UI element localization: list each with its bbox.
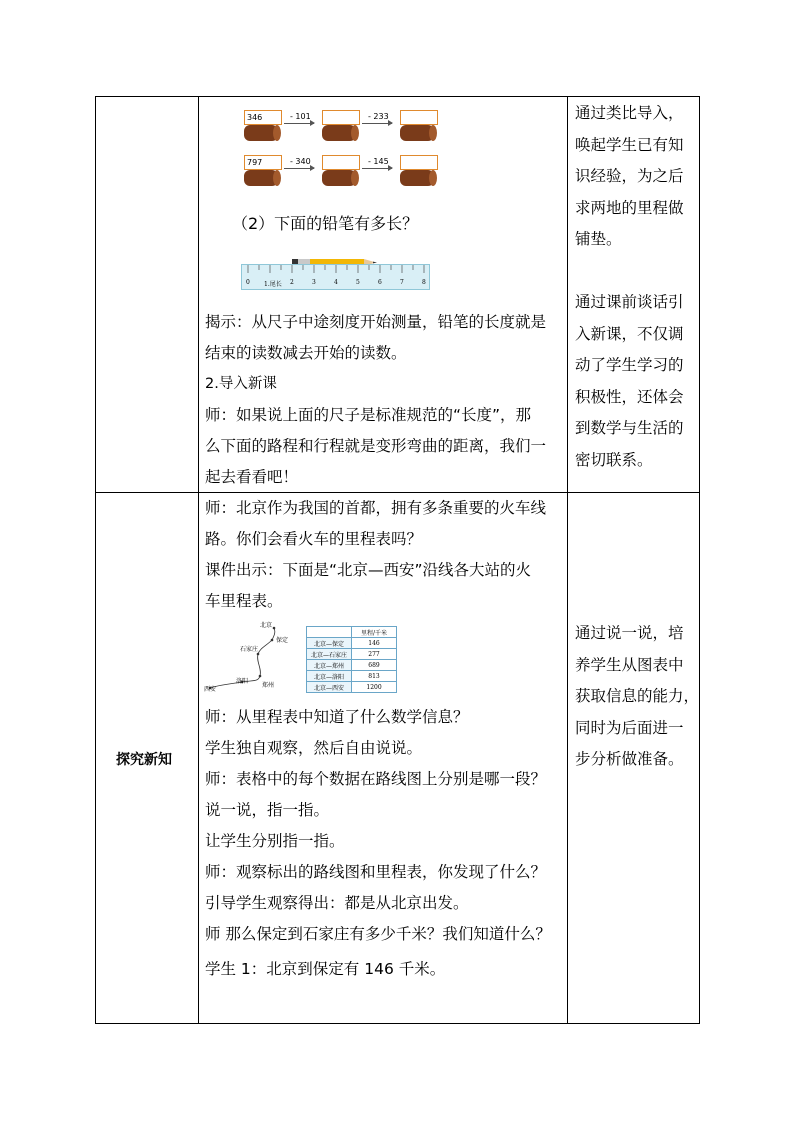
table-cell: 146 xyxy=(352,638,397,649)
note-line: 到数学与生活的 xyxy=(575,419,684,437)
ruler-tick-label: 3 xyxy=(312,279,316,286)
note-line: 步分析做准备。 xyxy=(575,750,684,768)
log-icon xyxy=(396,167,438,189)
body-line: 学生独自观察，然后自由说说。 xyxy=(205,739,423,757)
ruler-tick-label: 6 xyxy=(378,279,382,286)
table-cell: 北京—郑州 xyxy=(307,660,352,671)
body-line: 结束的读数减去开始的读数。 xyxy=(205,344,407,362)
table-row xyxy=(307,627,397,638)
note-line: 同时为后面进一 xyxy=(575,718,684,737)
table-cell xyxy=(307,627,352,638)
ruler-tick-label: 1.尾长 xyxy=(264,281,282,288)
table-row xyxy=(307,671,397,682)
body-line: 师：如果说上面的尺子是标准规范的“长度”，那 xyxy=(205,406,532,424)
chain-start-box: 346 xyxy=(244,110,282,125)
route-line xyxy=(202,618,302,696)
log-icon xyxy=(240,167,282,189)
body-line: 说一说，指一指。 xyxy=(205,801,330,819)
body-line: 课件出示：下面是“北京—西安”沿线各大站的火 xyxy=(205,561,532,579)
body-line: 么下面的路程和行程就是变形弯曲的距离，我们一 xyxy=(205,437,547,455)
table-cell: 北京—西安 xyxy=(307,682,352,693)
table-bottom-border xyxy=(95,1023,700,1024)
ruler-tick-label: 4 xyxy=(334,279,338,286)
table-cell: 北京—石家庄 xyxy=(307,649,352,660)
table-cell: 277 xyxy=(352,649,397,660)
body-line: 车里程表。 xyxy=(205,592,283,610)
ruler xyxy=(241,264,430,290)
ruler-tick-label: 5 xyxy=(356,279,360,286)
body-line: 2.导入新课 xyxy=(205,376,277,392)
route-map xyxy=(202,618,302,696)
body-line: 路。你们会看火车的里程表吗？ xyxy=(205,530,423,548)
table-top-border xyxy=(95,96,700,97)
table-row xyxy=(307,649,397,660)
body-line: 起去看看吧！ xyxy=(205,468,299,486)
body-line: 让学生分别指一指。 xyxy=(205,832,345,850)
ruler-tick-label: 0 xyxy=(246,279,250,286)
note-line: 动了学生学习的 xyxy=(575,356,684,374)
chain-start-box: 797 xyxy=(244,155,282,170)
table-row xyxy=(307,638,397,649)
table-cell: 689 xyxy=(352,660,397,671)
note-line: 密切联系。 xyxy=(575,450,653,469)
body-line: 师：从里程表中知道了什么数学信息？ xyxy=(205,708,469,726)
chain-blank-box xyxy=(400,110,438,125)
map-city-label: 石家庄 xyxy=(240,646,259,653)
note-line: 铺垫。 xyxy=(575,230,622,248)
note-line: 积极性，还体会 xyxy=(575,387,684,406)
map-city-label: 洛阳 xyxy=(236,678,249,685)
log-icon xyxy=(318,167,360,189)
body-line: 学生 1：北京到保定有 146 千米。 xyxy=(205,960,446,978)
chain-blank-box xyxy=(322,155,360,170)
table-col-divider-1 xyxy=(198,96,199,1024)
note-line: 唤起学生已有知 xyxy=(575,135,684,154)
table-row xyxy=(307,682,397,693)
section-label: 探究新知 xyxy=(116,752,172,768)
note-line: 识经验，为之后 xyxy=(575,167,684,185)
ruler-tick-label: 2 xyxy=(290,279,294,286)
map-city-label: 郑州 xyxy=(262,682,275,689)
note-line: 通过课前谈话引 xyxy=(575,293,684,311)
note-line: 通过说一说，培 xyxy=(575,624,684,642)
chain-arrow-2 xyxy=(362,123,392,124)
chain-arrow-1 xyxy=(284,123,314,124)
table-row-divider xyxy=(95,492,700,493)
table-cell: 1200 xyxy=(352,682,397,693)
map-city-label: 西安 xyxy=(204,686,217,693)
table-left-border xyxy=(95,96,96,1024)
chain-op-2: - 145 xyxy=(368,157,389,166)
table-right-border xyxy=(699,96,700,1024)
note-line xyxy=(575,256,693,288)
chain-op-2: - 233 xyxy=(368,112,389,121)
table-col-divider-2 xyxy=(567,96,568,1024)
question-2: （2）下面的铅笔有多长？ xyxy=(232,214,419,233)
table-cell: 813 xyxy=(352,671,397,682)
log-icon xyxy=(318,122,360,144)
body-line: 引导学生观察得出：都是从北京出发。 xyxy=(205,894,469,912)
body-line: 师：观察标出的路线图和里程表，你发现了什么？ xyxy=(205,863,547,881)
chain-blank-box xyxy=(322,110,360,125)
body-line: 揭示：从尺子中途刻度开始测量，铅笔的长度就是 xyxy=(205,313,547,331)
chain-blank-box xyxy=(400,155,438,170)
chain-op-1: - 340 xyxy=(290,157,311,166)
chain-arrow-1 xyxy=(284,168,314,169)
ruler-tick-label: 7 xyxy=(400,279,404,286)
body-line: 师 那么保定到石家庄有多少千米？我们知道什么？ xyxy=(205,925,551,943)
note-line: 求两地的里程做 xyxy=(575,198,684,217)
log-chain-b xyxy=(238,155,438,189)
ruler-tick-label: 8 xyxy=(422,279,426,286)
log-chain-a xyxy=(238,110,438,144)
table-cell: 北京—保定 xyxy=(307,638,352,649)
note-line: 通过类比导入， xyxy=(575,104,684,122)
lower-note xyxy=(575,618,700,776)
table-row xyxy=(307,660,397,671)
body-line: 师：表格中的每个数据在路线图上分别是哪一段？ xyxy=(205,770,547,788)
chain-op-1: - 101 xyxy=(290,112,311,121)
chain-arrow-2 xyxy=(362,168,392,169)
note-line: 入新课，不仅调 xyxy=(575,324,684,343)
mileage-table xyxy=(306,626,397,693)
note-line: 养学生从图表中 xyxy=(575,655,684,674)
body-line: 师：北京作为我国的首都，拥有多条重要的火车线 xyxy=(205,499,547,517)
table-cell: 北京—洛阳 xyxy=(307,671,352,682)
map-city-label: 北京 xyxy=(260,622,273,629)
table-header-cell: 里程/千米 xyxy=(352,627,397,638)
log-icon xyxy=(396,122,438,144)
upper-note xyxy=(575,98,693,476)
log-icon xyxy=(240,122,282,144)
map-city-label: 保定 xyxy=(276,637,289,644)
note-line: 获取信息的能力， xyxy=(575,687,700,705)
